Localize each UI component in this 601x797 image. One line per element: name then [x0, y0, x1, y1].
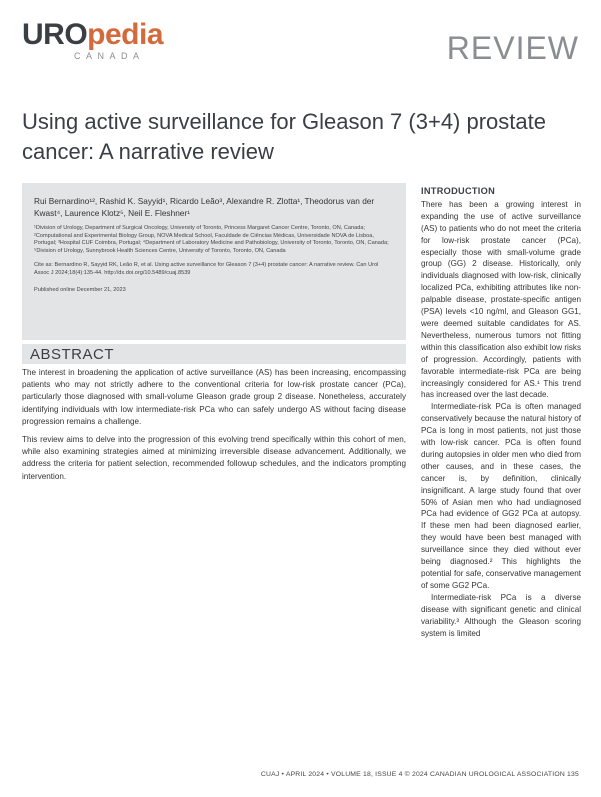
published-date: Published online December 21, 2023: [34, 286, 126, 293]
abstract-paragraph: The interest in broadening the application of active surveillance (AS) has been increasing, encompassing patients who may not strictly adhere to the conventional criteria for low-risk prostate cancer (PCa), particularly those diagnosed with small-volume Gleason grade group 2 disease. Nonetheless, accurately identifying individuals with low intermediate-risk PCa who can safely undergo AS without facing disease progression remains a challenge.: [22, 368, 406, 426]
logo-wordmark: [22, 20, 163, 50]
introduction-paragraph: Intermediate-risk PCa is a diverse disease with significant genetic and clinical variability.³ Although the Gleason scoring system is limited: [421, 592, 581, 638]
author-list: Rui Bernardino¹², Rashid K. Sayyid¹, Ricardo Leão³, Alexandre R. Zlotta¹, Theodorus van der Kwast⁴, Laurence Klotz⁵, Neil E. Fleshner¹: [34, 196, 375, 218]
introduction-paragraph: There has been a growing interest in expanding the use of active surveillance (AS) to patients who do not meet the criteria for low-risk prostate cancer (PCa), especially those with small-volume grade group (GG) 2 disease. Historically, only individuals diagnosed with low-risk, clinically localized PCa, exhibiting attributes like non-palpable disease, prostate-specific antigen (PSA) levels <10 ng/ml, and Gleason GG1, were deemed suitable candidates for AS. Nevertheless, numerous tumors not fitting within this classification also exhibit low risks of progression. Accordingly, patients with favorable intermediate-risk PCa are being increasingly considered for AS.¹ This trend has increased over the last decade.: [421, 199, 581, 400]
logo-subtitle: CANADA: [74, 51, 145, 61]
abstract-body: [22, 367, 406, 489]
introduction-column: [421, 186, 581, 639]
abstract-paragraph: This review aims to delve into the progression of this evolving trend specifically within this cohort of men, while also examining strategies aimed at minimizing irreversible disease advancement. Additionally, we address the criteria for patient selection, recommended followup schedules, and the indicators prompting intervention.: [22, 435, 406, 481]
abstract-heading-bar: [22, 344, 406, 364]
abstract-heading: ABSTRACT: [30, 346, 115, 363]
affiliations: ¹Division of Urology, Department of Surgical Oncology, University of Toronto, Princess Margaret Cancer Centre, Toronto, ON, Canada; ²Computational and Experimental Biology Group, NOVA Medical School, Faculdade de Ciências Médicas, Universidade NOVA de Lisboa, Portugal; ³Hospital CUF Coimbra, Portugal; ⁴Department of Laboratory Medicine and Pathobiology, University of Toronto, Toronto, ON, Canada; ⁵Division of Urology, Sunnybrook Health Sciences Centre, University of Toronto, Toronto, ON, Canada: [34, 225, 389, 254]
section-label: REVIEW: [446, 30, 579, 66]
introduction-paragraph: Intermediate-risk PCa is often managed conservatively because the natural history of PCa is long in most patients, not just those with low-risk cancer. PCa is often found during autopsies in older men who died from other causes, and in these cases, the cancer is, by definition, clinically insignificant. A large study found that over 50% of Asian men who had undiagnosed PCa had evidence of GG2 PCa at autopsy. If these men had been diagnosed earlier, they would have been best managed with surveillance since they died without ever being diagnosed.² This highlights the potential for safe, conservative management of some GG2 PCa.: [421, 402, 581, 590]
page-footer: CUAJ • APRIL 2024 • VOLUME 18, ISSUE 4 © 2024 CANADIAN UROLOGICAL ASSOCIATION 135: [260, 771, 579, 778]
uropedia-logo: [22, 20, 163, 61]
article-info-box: [22, 183, 406, 340]
article-title: Using active surveillance for Gleason 7 (3+4) prostate cancer: A narrative review: [22, 108, 546, 164]
citation[interactable]: Cite as: Bernardino R, Sayyid RK, Leão R, et al. Using active surveillance for Gleason 7 (3+4) prostate cancer: A narrative review. Can Urol Assoc J 2024;18(4):135-44. http://dx.doi.org/10.5489/cuaj.8539: [34, 262, 379, 276]
logo-uro-text: URO: [22, 18, 88, 51]
logo-pedia-text: pedia: [87, 18, 164, 51]
introduction-heading: INTRODUCTION: [421, 186, 496, 196]
